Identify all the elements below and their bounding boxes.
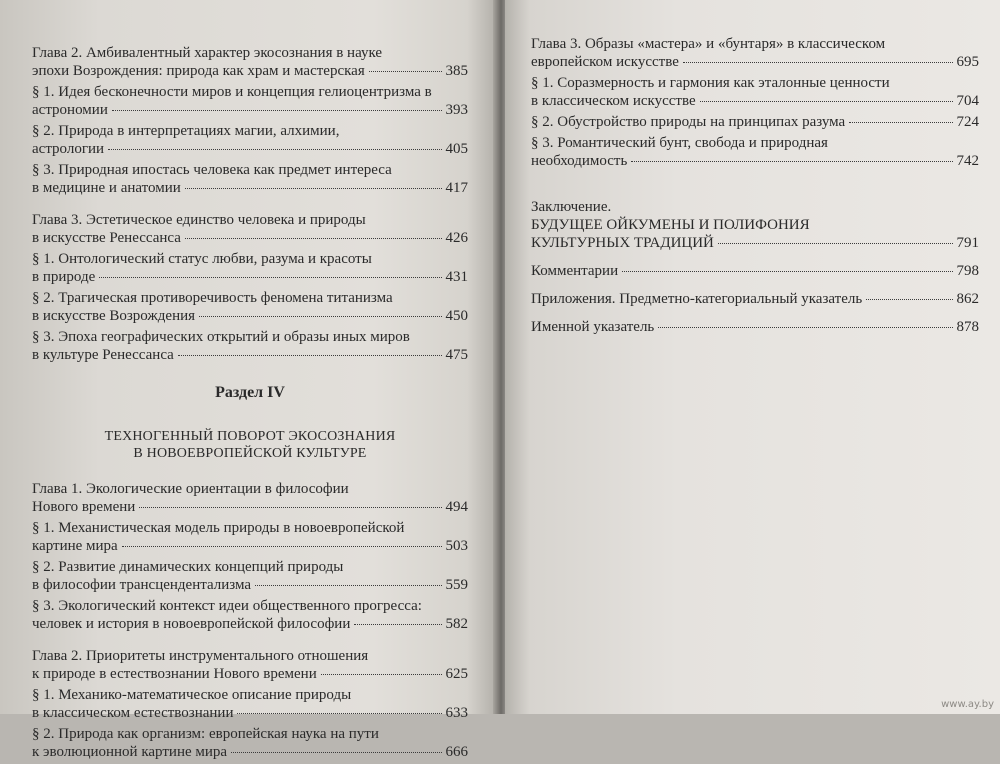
toc-entry-title: европейском искусстве <box>531 54 679 70</box>
toc-section-entry <box>32 558 468 594</box>
page-number: 393 <box>445 102 468 118</box>
page-number: 503 <box>445 538 468 554</box>
toc-entry-leader-line <box>32 743 468 761</box>
page-number: 695 <box>956 54 979 70</box>
toc-entry-title: в культуре Ренессанса <box>32 347 174 363</box>
toc-entry-leader-line <box>32 537 468 555</box>
toc-entry-title: астрономии <box>32 102 108 118</box>
dot-leader <box>683 61 953 63</box>
dot-leader <box>237 712 441 714</box>
toc-entry-leader-line <box>32 62 468 80</box>
toc-entry-line: Глава 2. Приоритеты инструментального отношения <box>32 648 369 664</box>
toc-entry-line: § 1. Механистическая модель природы в новоевропейской <box>32 520 405 536</box>
toc-entry-title: в классическом естествознании <box>32 705 234 721</box>
toc-entry-leader-line <box>32 140 468 158</box>
toc-entry-leader-line <box>531 53 979 71</box>
toc-entry-title: в классическом искусстве <box>531 93 696 109</box>
toc-group-renaissance-science <box>32 44 468 197</box>
toc-entry-leader-line <box>531 262 979 280</box>
toc-group-renaissance-art <box>32 211 468 364</box>
toc-entry-leader-line <box>32 229 468 247</box>
toc-entry-title: к эволюционной картине мира <box>32 744 228 760</box>
toc-entry-line: Глава 3. Эстетическое единство человека и природы <box>32 212 366 228</box>
page-number: 559 <box>445 577 468 593</box>
dot-leader <box>112 109 442 111</box>
toc-entry-line: § 2. Развитие динамических концепций природы <box>32 559 344 575</box>
toc-chapter-entry <box>531 318 979 336</box>
toc-chapter-entry <box>32 211 468 247</box>
dot-leader <box>718 242 953 244</box>
toc-entry-leader-line <box>32 268 468 286</box>
toc-entry-title: Нового времени <box>32 499 136 515</box>
toc-section-entry <box>531 113 979 131</box>
toc-entry-line: Глава 3. Образы «мастера» и «бунтаря» в классическом <box>531 36 886 52</box>
toc-entry-leader-line <box>32 665 468 683</box>
toc-entry-line: § 2. Трагическая противоречивость феномена титанизма <box>32 290 393 306</box>
dot-leader <box>849 121 952 123</box>
toc-entry-title: в природе <box>32 269 96 285</box>
toc-entry-leader-line <box>32 307 468 325</box>
toc-group-modern-philosophy <box>32 480 468 633</box>
left-toc <box>32 44 468 764</box>
dot-leader <box>354 623 441 625</box>
dot-leader <box>185 237 442 239</box>
toc-entry-leader-line <box>32 615 468 633</box>
toc-group-modern-science <box>32 647 468 761</box>
toc-entry-leader-line <box>32 179 468 197</box>
toc-entry-leader-line <box>32 498 468 516</box>
toc-entry-title: Комментарии <box>531 263 619 279</box>
toc-entry-leader-line <box>531 92 979 110</box>
page-number: 862 <box>956 291 979 307</box>
dot-leader <box>658 326 952 328</box>
toc-entry-title: человек и история в новоевропейской философии <box>32 616 351 632</box>
page-number: 450 <box>445 308 468 324</box>
toc-entry-title: необходимость <box>531 153 628 169</box>
section-title-line-1: ТЕХНОГЕННЫЙ ПОВОРОТ ЭКОСОЗНАНИЯ <box>104 429 396 444</box>
toc-entry-title: к природе в естествознании Нового времени <box>32 666 317 682</box>
toc-section-entry <box>32 83 468 119</box>
dot-leader <box>178 354 442 356</box>
toc-chapter-entry <box>531 198 979 252</box>
toc-entry-title: в искусстве Ренессанса <box>32 230 181 246</box>
toc-entry-line: § 3. Природная ипостась человека как предмет интереса <box>32 162 392 178</box>
page-number: 475 <box>445 347 468 363</box>
page-number: 666 <box>445 744 468 760</box>
toc-appendices <box>531 262 979 336</box>
toc-section-entry <box>32 250 468 286</box>
toc-section-entry <box>531 134 979 170</box>
toc-chapter-entry <box>531 35 979 71</box>
toc-entry-title: § 2. Обустройство природы на принципах разума <box>531 114 846 130</box>
toc-section-entry <box>32 161 468 197</box>
toc-entry-line: § 2. Природа в интерпретациях магии, алхимии, <box>32 123 340 139</box>
toc-entry-leader-line <box>531 318 979 336</box>
toc-section-entry <box>531 74 979 110</box>
toc-entry-leader-line <box>32 576 468 594</box>
left-page <box>0 0 497 760</box>
toc-section-entry <box>32 122 468 158</box>
toc-section-entry <box>32 328 468 364</box>
toc-section-entry <box>32 725 468 761</box>
watermark: www.ay.by <box>941 699 994 710</box>
page-number: 798 <box>956 263 979 279</box>
page-number: 417 <box>445 180 468 196</box>
toc-entry-line: Заключение. <box>531 199 612 215</box>
dot-leader <box>369 70 442 72</box>
dot-leader <box>631 160 952 162</box>
toc-entry-title: Именной указатель <box>531 319 655 335</box>
page-number: 582 <box>445 616 468 632</box>
page-number: 724 <box>956 114 979 130</box>
right-toc <box>531 35 979 339</box>
toc-chapter-entry <box>32 480 468 516</box>
page-number: 431 <box>445 269 468 285</box>
toc-section-entry <box>32 686 468 722</box>
toc-entry-leader-line <box>531 113 979 131</box>
page-number: 791 <box>956 235 979 251</box>
page-number: 426 <box>445 230 468 246</box>
toc-entry-title: эпохи Возрождения: природа как храм и мастерская <box>32 63 365 79</box>
page-number: 878 <box>956 319 979 335</box>
toc-entry-leader-line <box>531 152 979 170</box>
toc-entry-title: в философии трансцендентализма <box>32 577 252 593</box>
toc-entry-line: § 3. Романтический бунт, свобода и природная <box>531 135 828 151</box>
toc-entry-title: КУЛЬТУРНЫХ ТРАДИЦИЙ <box>531 235 714 251</box>
right-page <box>505 0 1000 714</box>
toc-entry-leader-line <box>32 101 468 119</box>
page-number: 405 <box>445 141 468 157</box>
toc-entry-line: БУДУЩЕЕ ОЙКУМЕНЫ И ПОЛИФОНИЯ <box>531 217 810 233</box>
dot-leader <box>700 100 953 102</box>
toc-entry-title: в искусстве Возрождения <box>32 308 196 324</box>
dot-leader <box>122 545 442 547</box>
toc-entry-line: § 1. Идея бесконечности миров и концепция гелиоцентризма в <box>32 84 432 100</box>
page-number: 633 <box>445 705 468 721</box>
toc-chapter-entry <box>531 290 979 308</box>
dot-leader <box>108 148 441 150</box>
toc-entry-line: Глава 1. Экологические ориентации в философии <box>32 481 349 497</box>
dot-leader <box>321 673 442 675</box>
toc-entry-line: § 1. Механико-математическое описание природы <box>32 687 352 703</box>
toc-entry-line: Глава 2. Амбивалентный характер экосознания в науке <box>32 45 383 61</box>
dot-leader <box>622 270 952 272</box>
dot-leader <box>185 187 442 189</box>
page-number: 385 <box>445 63 468 79</box>
page-number: 742 <box>956 153 979 169</box>
toc-entry-leader-line <box>32 346 468 364</box>
page-number: 704 <box>956 93 979 109</box>
toc-entry-leader-line <box>531 290 979 308</box>
toc-entry-leader-line <box>32 704 468 722</box>
toc-chapter-entry <box>32 647 468 683</box>
dot-leader <box>231 751 441 753</box>
dot-leader <box>866 298 952 300</box>
dot-leader <box>139 506 441 508</box>
toc-entry-title: в медицине и анатомии <box>32 180 181 196</box>
toc-entry-line: § 2. Природа как организм: европейская наука на пути <box>32 726 379 742</box>
dot-leader <box>199 315 441 317</box>
toc-chapter-entry <box>531 262 979 280</box>
toc-conclusion <box>531 198 979 252</box>
toc-entry-title: астрологии <box>32 141 105 157</box>
toc-entry-line: § 1. Онтологический статус любви, разума и красоты <box>32 251 372 267</box>
toc-entry-title: картине мира <box>32 538 118 554</box>
dot-leader <box>99 276 441 278</box>
section-title <box>32 428 468 462</box>
page-number: 494 <box>445 499 468 515</box>
toc-entry-line: § 1. Соразмерность и гармония как эталонные ценности <box>531 75 890 91</box>
toc-entry-line: § 3. Эпоха географических открытий и образы иных миров <box>32 329 410 345</box>
dot-leader <box>255 584 441 586</box>
toc-entry-line: § 3. Экологический контекст идеи общественного прогресса: <box>32 598 422 614</box>
toc-section-entry <box>32 597 468 633</box>
toc-section-entry <box>32 519 468 555</box>
toc-entry-leader-line <box>531 234 979 252</box>
toc-entry-title: Приложения. Предметно-категориальный указатель <box>531 291 863 307</box>
page-number: 625 <box>445 666 468 682</box>
toc-section-entry <box>32 289 468 325</box>
toc-group-classical-art <box>531 35 979 170</box>
section-heading: Раздел IV <box>215 384 285 401</box>
section-title-line-2: В НОВОЕВРОПЕЙСКОЙ КУЛЬТУРЕ <box>133 446 367 461</box>
toc-chapter-entry <box>32 44 468 80</box>
